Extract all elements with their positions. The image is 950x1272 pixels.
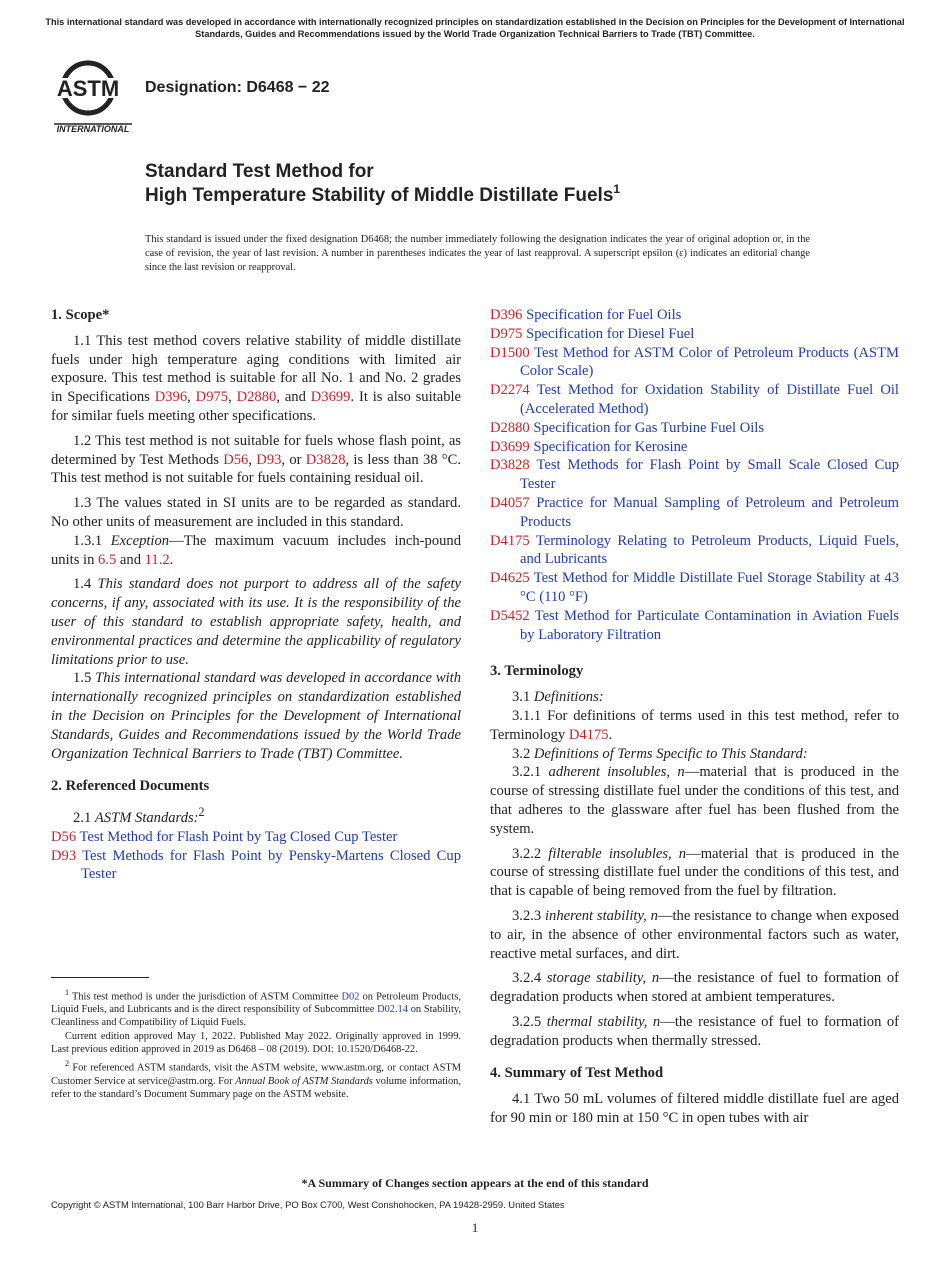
- definition: 3.2.3 inherent stability, n—the resistance to change when exposed to air, in the absence of other environmental factors such as water, reactive metal surfaces, and dirt.: [490, 907, 899, 962]
- ref-item: [51, 847, 461, 885]
- ref-link[interactable]: D93: [256, 451, 282, 468]
- ref-item: [490, 325, 899, 344]
- ref-item: [490, 344, 899, 382]
- ref-code-link[interactable]: D56: [51, 828, 77, 845]
- definition: 3.2.1 adherent insolubles, n—material that is produced in the course of stressing distillate fuel under the conditions of this test, and that adheres to the glassware after fuel has been flushed from the system.: [490, 764, 899, 837]
- ref-code-link[interactable]: D93: [51, 847, 77, 864]
- ref-title-link[interactable]: Test Method for Flash Point by Tag Closed Cup Tester: [79, 828, 398, 845]
- page-number: 1: [471, 1220, 479, 1235]
- paragraph-4-1: 4.1 Two 50 mL volumes of filtered middle distillate fuel are aged for 90 min or 180 min at 150 °C in open tubes with air: [490, 1091, 899, 1127]
- issued-note: This standard is issued under the fixed designation D6468; the number immediately following the designation indicates the year of original adoption or, in the case of revision, the year of last revision. A number in parentheses indicates the year of last reapproval. A superscript epsilon (ε) indicates an editorial change since the last revision or reapproval.: [145, 234, 810, 273]
- ref-code-link[interactable]: D2880: [490, 419, 530, 436]
- ref-link[interactable]: D975: [195, 389, 229, 406]
- left-column: [51, 306, 461, 884]
- ref-code-link[interactable]: D4175: [490, 532, 530, 549]
- footnote-2: $^2$ For referenced ASTM standards, visit the ASTM website, www.astm.org, or contact ASTM Customer Service at service@astm.org. For Annual Book of ASTM Standards volume information, refer to the standard’s Document Summary page on the ASTM website.: [51, 1059, 461, 1100]
- ref-title-link[interactable]: Specification for Kerosine: [533, 438, 688, 455]
- ref-title-link[interactable]: Specification for Gas Turbine Fuel Oils: [533, 419, 765, 436]
- ref-title-link[interactable]: Test Method for ASTM Color of Petroleum Products (ASTM Color Scale): [520, 344, 899, 380]
- ref-link[interactable]: D4175: [568, 726, 609, 743]
- paragraph-1-3: 1.3 The values stated in SI units are to be regarded as standard. No other units of measurement are included in this standard.: [51, 495, 461, 530]
- ref-link[interactable]: D3699: [310, 389, 351, 406]
- ref-title-link[interactable]: Specification for Diesel Fuel: [526, 325, 695, 342]
- ref-title-link[interactable]: Terminology Relating to Petroleum Products, Liquid Fuels, and Lubricants: [520, 532, 900, 568]
- section-heading-referenced-documents: 2. Referenced Documents: [51, 778, 210, 795]
- title-line-2: High Temperature Stability of Middle Distillate Fuels$^1$: [145, 182, 621, 206]
- ref-link[interactable]: 6.5: [98, 551, 117, 568]
- paragraph-1-1: 1.1 This test method covers relative stability of middle distillate fuels under high temperature aging conditions with limited air exposure. This test method is suitable for all No. 1 and No. 2 grades in Specifications D396, D975, D2880, and D3699. It is also suitable for similar fuels meeting other specifications.: [51, 332, 462, 424]
- tbt-notice: This international standard was developed in accordance with internationally recognized principles on standardization established in the Decision on Principles for the Development of International Standards, Guides and Recommendations issued by the World Trade Organization Technical Barriers to Trade (TBT) Committee.: [45, 17, 905, 39]
- footnotes: [51, 986, 461, 1102]
- right-column: [490, 306, 899, 1128]
- svg-text:INTERNATIONAL: INTERNATIONAL: [56, 124, 130, 134]
- definition: 3.2.4 storage stability, n—the resistance of fuel to formation of degradation products when stored at ambient temperatures.: [490, 970, 899, 1006]
- designation: Designation: D6468 − 22: [145, 79, 330, 96]
- ref-link[interactable]: 11.2: [144, 551, 170, 568]
- ref-item: [51, 828, 461, 847]
- title-line-1: Standard Test Method for: [145, 161, 374, 182]
- ref-title-link[interactable]: Practice for Manual Sampling of Petroleum and Petroleum Products: [520, 494, 899, 530]
- ref-code-link[interactable]: D5452: [490, 607, 530, 624]
- ref-code-link[interactable]: D975: [490, 325, 523, 342]
- paragraph-1-4: 1.4 This standard does not purport to address all of the safety concerns, if any, associated with its use. It is the responsibility of the user of this standard to establish appropriate safety, health, and environmental practices and determine the applicability of regulatory limitations prior to use.: [51, 576, 461, 668]
- ref-item: [490, 532, 899, 570]
- footnote-divider: [51, 977, 149, 978]
- ref-item: [490, 569, 899, 607]
- ref-code-link[interactable]: D396: [490, 307, 523, 323]
- svg-text:ASTM: ASTM: [56, 76, 120, 101]
- ref-item: [490, 419, 899, 438]
- section-heading-terminology: 3. Terminology: [490, 663, 584, 680]
- ref-item: [490, 381, 899, 419]
- ref-code-link[interactable]: D1500: [490, 344, 530, 361]
- page-title: [145, 160, 905, 208]
- section-heading-summary: 4. Summary of Test Method: [490, 1065, 664, 1082]
- ref-item: [490, 306, 899, 325]
- ref-link[interactable]: D3828: [305, 451, 346, 468]
- paragraph-3-1-1: 3.1.1 For definitions of terms used in this test method, refer to Terminology D4175.: [490, 707, 899, 743]
- paragraph-2-1: 2.1 ASTM Standards:$^2$: [73, 805, 205, 826]
- ref-item: [490, 456, 899, 494]
- ref-title-link[interactable]: Test Method for Middle Distillate Fuel Storage Stability at 43 °C (110 °F): [520, 570, 899, 605]
- ref-title-link[interactable]: Specification for Fuel Oils: [526, 307, 682, 323]
- ref-code-link[interactable]: D3828: [490, 457, 530, 474]
- footnote-1-edition: Current edition approved May 1, 2022. Published May 2022. Originally approved in 1999. Last previous edition approved in 2019 as D6468 – 08 (2019). DOI: 10.1520/D6468-22.: [51, 1031, 461, 1056]
- title-footnote-mark: 1: [613, 182, 621, 196]
- ref-link[interactable]: D396: [154, 389, 188, 406]
- ref-code-link[interactable]: D3699: [490, 438, 530, 455]
- summary-of-changes-note: *A Summary of Changes section appears at the end of this standard: [301, 1176, 649, 1190]
- ref-title-link[interactable]: Test Method for Oxidation Stability of Distillate Fuel Oil (Accelerated Method): [520, 382, 899, 417]
- paragraph-1-3-1: 1.3.1 Exception—The maximum vacuum includes inch-pound units in 6.5 and 11.2.: [51, 532, 462, 568]
- ref-item: [490, 494, 899, 532]
- ref-title-link[interactable]: Test Methods for Flash Point by Pensky-Martens Closed Cup Tester: [81, 847, 461, 883]
- ref-title-link[interactable]: Test Methods for Flash Point by Small Scale Closed Cup Tester: [520, 457, 899, 493]
- paragraph-3-1: 3.1 Definitions:: [512, 689, 604, 706]
- ref-link[interactable]: D56: [223, 451, 249, 468]
- definition: 3.2.5 thermal stability, n—the resistance of fuel to formation of degradation products when thermally stressed.: [490, 1013, 900, 1049]
- ref-item: [490, 607, 899, 645]
- ref-link[interactable]: D2880: [236, 389, 277, 406]
- definition: 3.2.2 filterable insolubles, n—material that is produced in the course of stressing distillate fuel under the conditions of this test, and that is capable of being removed from the fuel by filtration.: [490, 845, 900, 900]
- ref-title-link[interactable]: Test Method for Particulate Contamination in Aviation Fuels by Laboratory Filtration: [520, 607, 899, 643]
- paragraph-1-2: 1.2 This test method is not suitable for fuels whose flash point, as determined by Test Methods D56, D93, or D3828, is less than 38 °C. This test method is not suitable for fuels containing residual oil.: [51, 432, 462, 487]
- ref-code-link[interactable]: D2274: [490, 382, 530, 399]
- ref-code-link[interactable]: D4625: [490, 570, 530, 587]
- ref-link[interactable]: D02.14: [377, 1004, 408, 1016]
- section-heading-scope: 1. Scope*: [51, 307, 110, 323]
- copyright: Copyright © ASTM International, 100 Barr Harbor Drive, PO Box C700, West Conshohocken, PA 19428-2959. United States: [51, 1199, 565, 1210]
- astm-logo-icon: [52, 58, 134, 134]
- ref-link[interactable]: D02: [341, 991, 360, 1003]
- astm-logo: [52, 58, 134, 134]
- paragraph-1-5: 1.5 This international standard was developed in accordance with internationally recognized principles on standardization established in the Decision on Principles for the Development of International Standards, Guides and Recommendations issued by the World Trade Organization Technical Barriers to Trade (TBT) Committee.: [51, 670, 462, 762]
- ref-code-link[interactable]: D4057: [490, 494, 530, 511]
- ref-item: [490, 438, 899, 457]
- footnote-1: $^1$ This test method is under the jurisdiction of ASTM Committee D02 on Petroleum Products, Liquid Fuels, and Lubricants and is the direct responsibility of Subcommittee D02.14 on Stability, Cleanliness and Compatibility of Liquid Fuels.: [51, 988, 461, 1029]
- paragraph-3-2: 3.2 Definitions of Terms Specific to This Standard:: [512, 745, 808, 762]
